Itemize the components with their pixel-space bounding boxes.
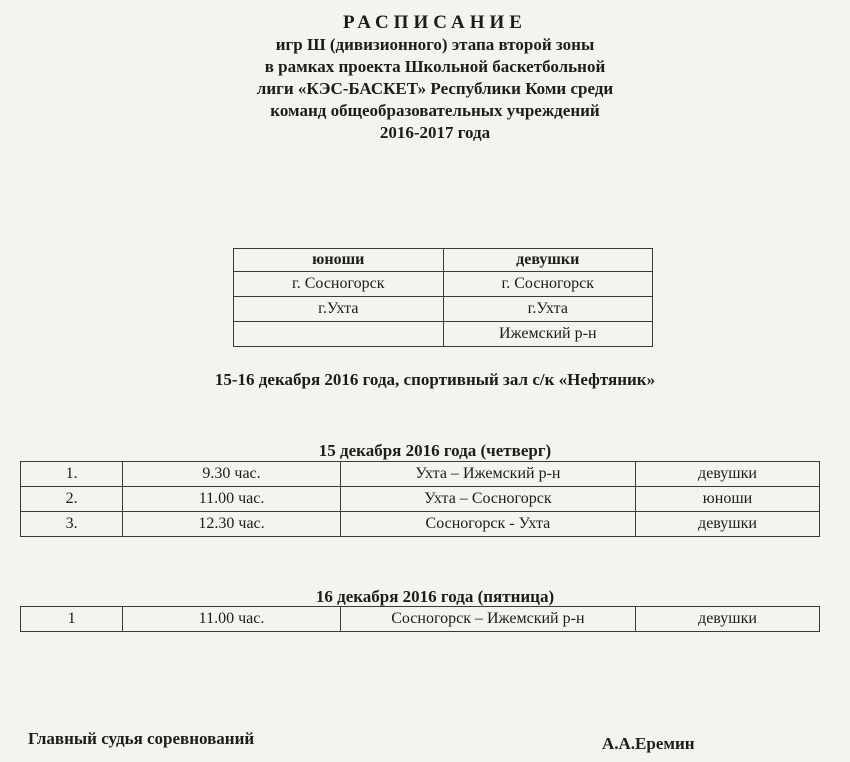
game-time: 12.30 час. — [123, 512, 341, 537]
subtitle-line-4: команд общеобразовательных учреждений — [270, 101, 600, 120]
game-group: девушки — [636, 512, 820, 537]
game-number: 1 — [21, 607, 123, 632]
teams-header-row — [234, 249, 653, 272]
day-1-title: 15 декабря 2016 года (четверг) — [318, 441, 552, 460]
game-match: Сосногорск - Ухта — [340, 512, 635, 537]
game-group: девушки — [636, 607, 820, 632]
column-header-boys: юноши — [234, 249, 444, 272]
teams-table — [233, 248, 653, 347]
table-row — [234, 322, 653, 347]
document-title: РАСПИСАНИЕ — [343, 12, 527, 33]
game-number: 3. — [21, 512, 123, 537]
chief-referee-name: А.А.Еремин — [602, 734, 695, 753]
table-row — [234, 272, 653, 297]
day-2-title: 16 декабря 2016 года (пятница) — [315, 587, 555, 606]
team-cell: г. Сосногорск — [234, 272, 444, 297]
chief-referee-label: Главный судья соревнований — [28, 729, 255, 748]
game-match: Сосногорск – Ижемский р-н — [340, 607, 635, 632]
subtitle-line-3: лиги «КЭС-БАСКЕТ» Республики Коми среди — [256, 79, 614, 98]
game-time: 11.00 час. — [123, 487, 341, 512]
team-cell: г.Ухта — [443, 297, 653, 322]
table-row — [234, 297, 653, 322]
game-group: юноши — [636, 487, 820, 512]
team-cell: Ижемский р-н — [443, 322, 653, 347]
game-time: 9.30 час. — [123, 462, 341, 487]
team-cell — [234, 322, 444, 347]
table-row — [21, 607, 820, 632]
team-cell: г. Сосногорск — [443, 272, 653, 297]
document-header — [0, 12, 850, 144]
day-1-schedule-table — [20, 461, 820, 537]
game-number: 1. — [21, 462, 123, 487]
table-row — [21, 487, 820, 512]
subtitle-season: 2016-2017 года — [379, 123, 491, 142]
day-2-schedule-table — [20, 606, 820, 632]
column-header-girls: девушки — [443, 249, 653, 272]
team-cell: г.Ухта — [234, 297, 444, 322]
subtitle-line-1: игр Ш (дивизионного) этапа второй зоны — [275, 35, 595, 54]
game-number: 2. — [21, 487, 123, 512]
table-row — [21, 512, 820, 537]
game-group: девушки — [636, 462, 820, 487]
game-match: Ухта – Ижемский р-н — [340, 462, 635, 487]
subtitle-line-2: в рамках проекта Школьной баскетбольной — [264, 57, 606, 76]
game-match: Ухта – Сосногорск — [340, 487, 635, 512]
game-time: 11.00 час. — [123, 607, 341, 632]
venue-line: 15-16 декабря 2016 года, спортивный зал с/к «Нефтяник» — [214, 370, 656, 389]
table-row — [21, 462, 820, 487]
